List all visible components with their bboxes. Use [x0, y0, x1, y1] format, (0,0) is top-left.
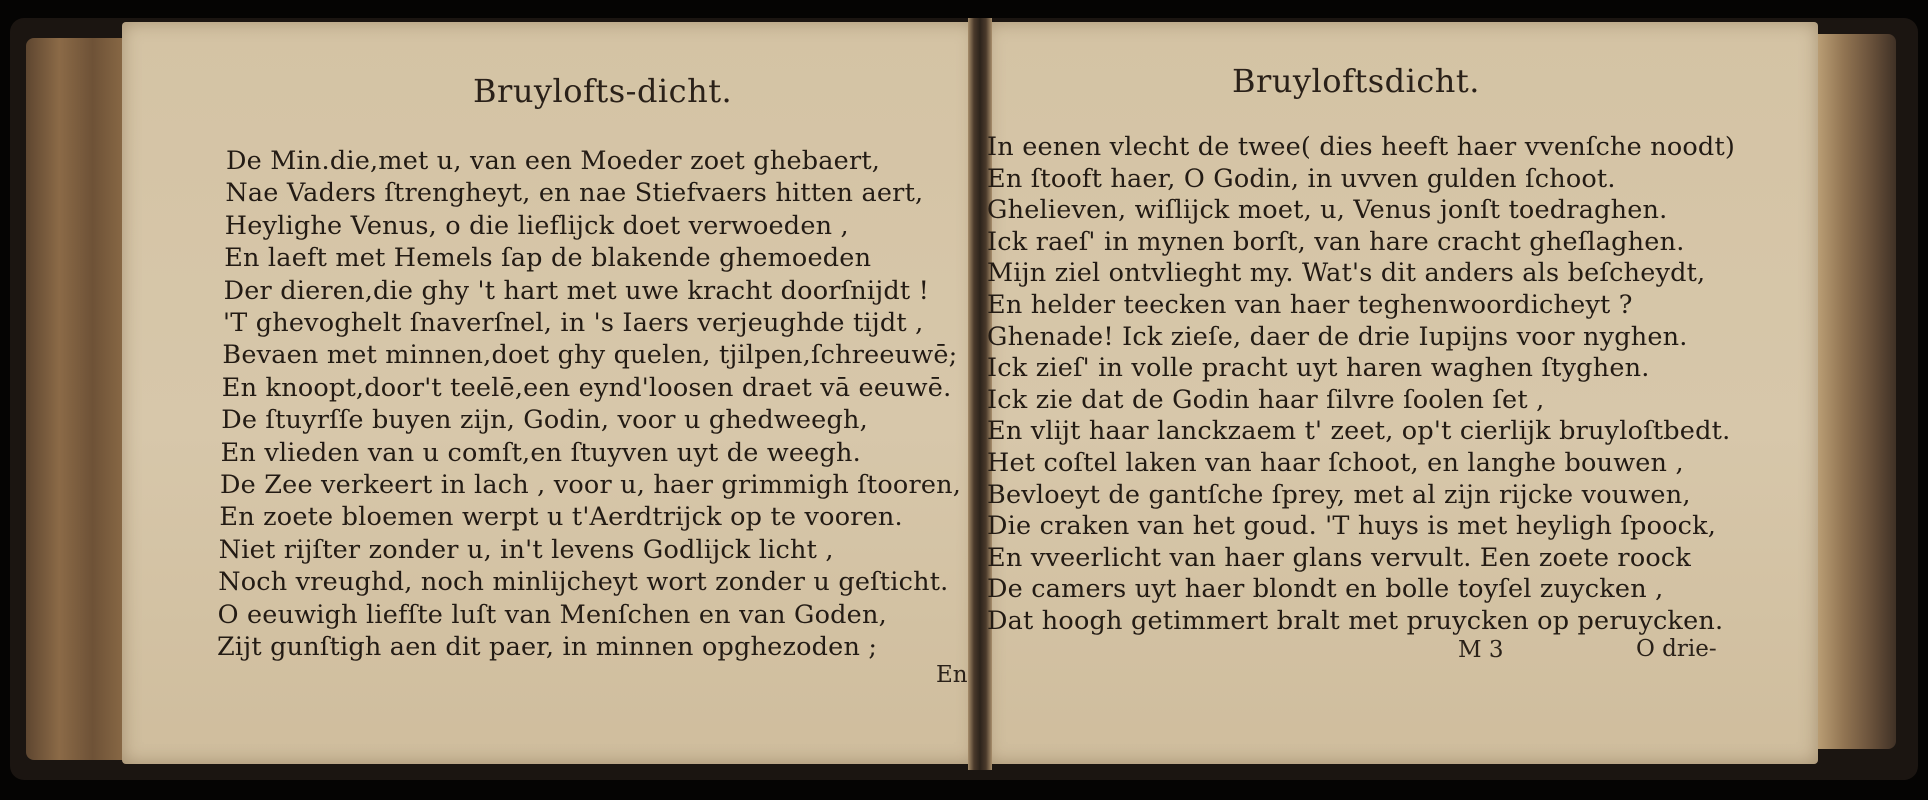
right-page-text-line: Mijn ziel ontvlieght my. Wat's dit anders als beſcheydt, [987, 258, 1706, 289]
right-page-text-line: Ghelieven, wiſlijck moet, u, Venus jonſt toedraghen. [987, 195, 1668, 226]
left-page-header: Bruylofts-dicht. [473, 72, 733, 110]
right-page-text-line: Ick zie dat de Godin haar ſilvre ſoolen ſet , [987, 384, 1545, 415]
left-page-text-line: Niet rijſter zonder u, in't levens Godlijck licht , [218, 534, 834, 565]
left-page-edges [26, 38, 126, 760]
left-page-text-line: En knoopt,door't teelē,een eynd'loosen draet vā eeuwē. [221, 372, 952, 403]
left-page-text-line: Nae Vaders ſtrengheyt, en nae Stiefvaers hitten aert, [225, 178, 924, 209]
right-page-text-line: Die craken van het goud. 'T huys is met heyligh ſpoock, [987, 511, 1717, 542]
left-page-text-line: Bevaen met minnen,doet ghy quelen, tjilpen,ſchreeuwē; [222, 340, 958, 371]
right-page-text-line: En ſtooft haer, O Godin, in uvven gulden ſchoot. [987, 163, 1616, 194]
left-page-text-line: En zoete bloemen werpt u t'Aerdtrijck op te vooren. [219, 502, 903, 533]
right-page-header: Bruyloftsdicht. [1232, 62, 1480, 100]
right-page-text-line: In eenen vlecht de twee( dies heeft haer vvenſche noodt) [987, 132, 1736, 162]
left-page-text-line: Noch vreughd, noch minlijcheyt wort zonder u geſticht. [218, 567, 949, 598]
left-page-text-line: 'T ghevoghelt ſnaverſnel, in 's Iaers verjeughde tijdt , [223, 308, 924, 338]
right-page-text-line: Bevloeyt de gantſche ſprey, met al zijn rijcke vouwen, [987, 479, 1691, 510]
right-page-text-line: Ghenade! Ick zieſe, daer de drie Iupijns voor nyghen. [987, 321, 1688, 352]
right-page-text-line: Ick raeſ' in mynen borſt, van hare cracht gheſlaghen. [987, 226, 1685, 257]
left-catchword: En [936, 662, 968, 688]
left-page-text-line: En vlieden van u comſt,en ſtuyven uyt de weegh. [220, 437, 861, 468]
right-page-text-line: En helder teecken van haer teghenwoordicheyt ? [987, 290, 1633, 320]
left-page-text-line: O eeuwigh liefſte luſt van Menſchen en van Goden, [217, 599, 887, 630]
right-catchword: O drie- [1636, 636, 1717, 662]
right-page-text-line: De camers uyt haer blondt en bolle toyſel zuycken , [987, 574, 1664, 605]
right-page-text-line: En vveerlicht van haer glans vervult. Een zoete roock [987, 542, 1692, 573]
right-page-edges [1818, 34, 1896, 749]
left-page-text-line: En laeft met Hemels ſap de blakende ghemoeden [224, 243, 872, 274]
left-page-text-line: De Min.die,met u, van een Moeder zoet ghebaert, [226, 146, 881, 176]
right-page-text-line: Het coſtel laken van haar ſchoot, en langhe bouwen , [987, 448, 1684, 478]
right-page-text-line: En vlijt haar lanckzaem t' zeet, op't cierlijk bruyloſtbedt. [987, 416, 1731, 447]
left-page-text-line: Heylighe Venus, o die lieflijck doet verwoeden , [224, 210, 849, 241]
right-page-text-line: Ick zieſ' in volle pracht uyt haren waghen ſtyghen. [987, 353, 1650, 384]
right-page-text-line: Dat hoogh getimmert bralt met pruycken op peruycken. [987, 606, 1724, 636]
left-page-text-line: Der dieren,die ghy 't hart met uwe kracht doorſnijdt ! [223, 275, 930, 306]
left-page-text-line: De ſtuyrſſe buyen zijn, Godin, voor u ghedweegh, [221, 405, 868, 436]
left-page-text-line: De Zee verkeert in lach , voor u, haer grimmigh ſtooren, [220, 470, 962, 500]
left-page-text-line: Zijt gunſtigh aen dit paer, in minnen opghezoden ; [217, 632, 878, 662]
signature-mark: M 3 [1458, 637, 1504, 663]
